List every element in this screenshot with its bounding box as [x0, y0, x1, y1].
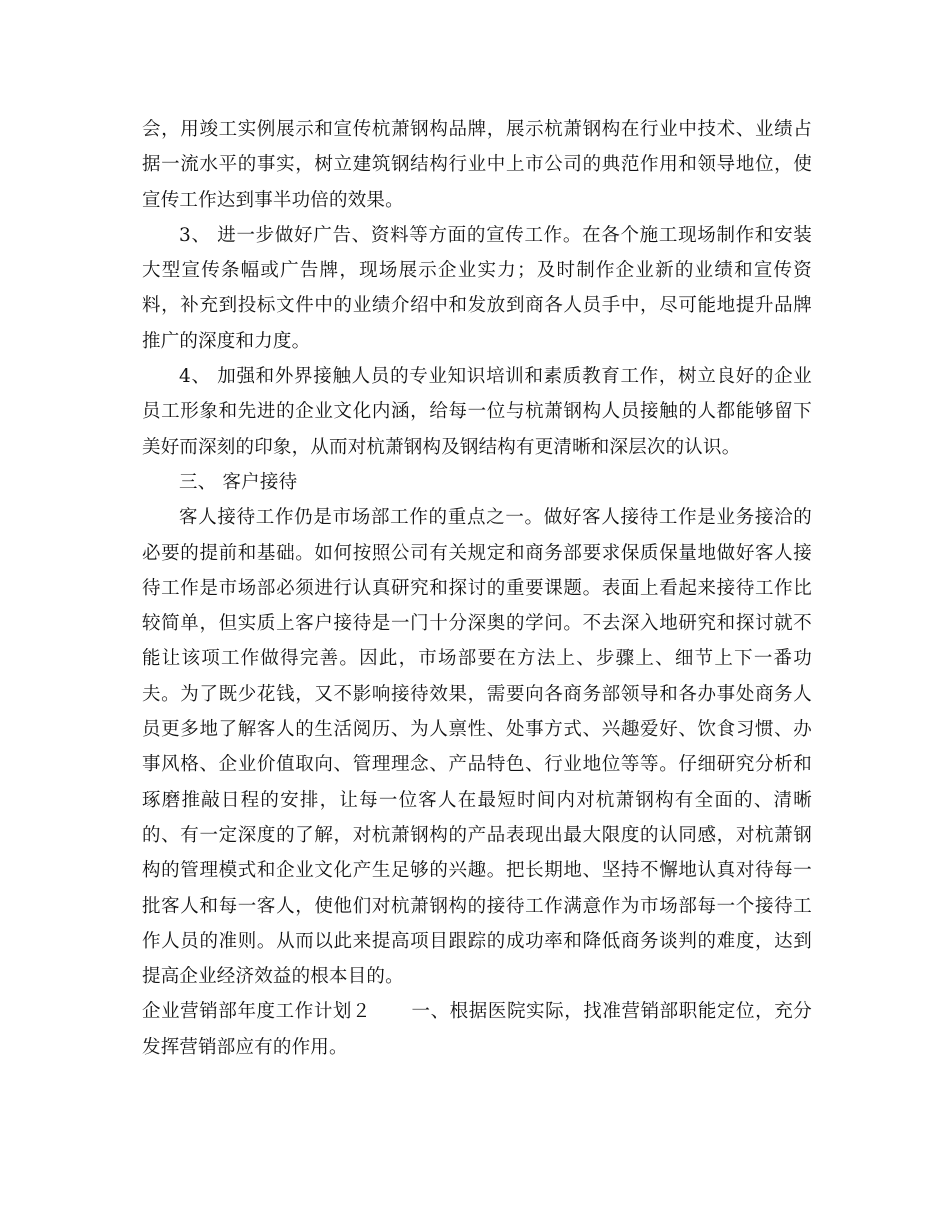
plan-first-item: 一、根据医院实际，找准营销部职能定位，充分发挥营销部应有的作用。: [142, 1001, 812, 1058]
paragraph-customer-reception: 客人接待工作仍是市场部工作的重点之一。做好客人接待工作是业务接洽的必要的提前和基础。如何按照公司有关规定和商务部要求保质保量地做好客人接待工作是市场部必须进行认真研究和探讨的重要课题。表面上看起来接待工作比较简单，但实质上客户接待是一门十分深奥的学问。不去深入地研究和探讨就不能让该项工作做得完善。因此，市场部要在方法上、步骤上、细节上下一番功夫。为了既少花钱，又不影响接待效果，需要向各商务部领导和各办事处商务人员更多地了解客人的生活阅历、为人禀性、处事方式、兴趣爱好、饮食习惯、办事风格、企业价值取向、管理理念、产品特色、行业地位等等。仔细研究分析和琢磨推敲日程的安排，让每一位客人在最短时间内对杭萧钢构有全面的、清晰的、有一定深度的了解，对杭萧钢构的产品表现出最大限度的认同感，对杭萧钢构的管理模式和企业文化产生足够的兴趣。把长期地、坚持不懈地认真对待每一批客人和每一客人，使他们对杭萧钢构的接待工作满意作为市场部每一个接待工作人员的准则。从而以此来提高项目跟踪的成功率和降低商务谈判的难度，达到提高企业经济效益的根本目的。: [142, 507, 812, 988]
paragraph-staff-training: 4、 加强和外界接触人员的专业知识培训和素质教育工作，树立良好的企业员工形象和先进的企业文化内涵，给每一位与杭萧钢构人员接触的人都能够留下美好而深刻的印象，从而对杭萧钢构及钢结构有更清晰和深层次的认识。: [142, 366, 812, 458]
section-heading-customer-reception: 三、 客户接待: [179, 471, 298, 493]
plan-title: 企业营销部年度工作计划２: [142, 1001, 372, 1023]
paragraph-advertising: 3、 进一步做好广告、资料等方面的宣传工作。在各个施工现场制作和安装大型宣传条幅或广告牌，现场展示企业实力；及时制作企业新的业绩和宣传资料，补充到投标文件中的业绩介绍中和发放到商各人员手中，尽可能地提升品牌推广的深度和力度。: [142, 224, 812, 352]
paragraph-plan-2: [142, 994, 812, 1065]
document-page: [142, 112, 812, 1065]
paragraph-brand-promotion: 会，用竣工实例展示和宣传杭萧钢构品牌，展示杭萧钢构在行业中技术、业绩占据一流水平的事实，树立建筑钢结构行业中上市公司的典范作用和领导地位，使宣传工作达到事半功倍的效果。: [142, 119, 812, 211]
